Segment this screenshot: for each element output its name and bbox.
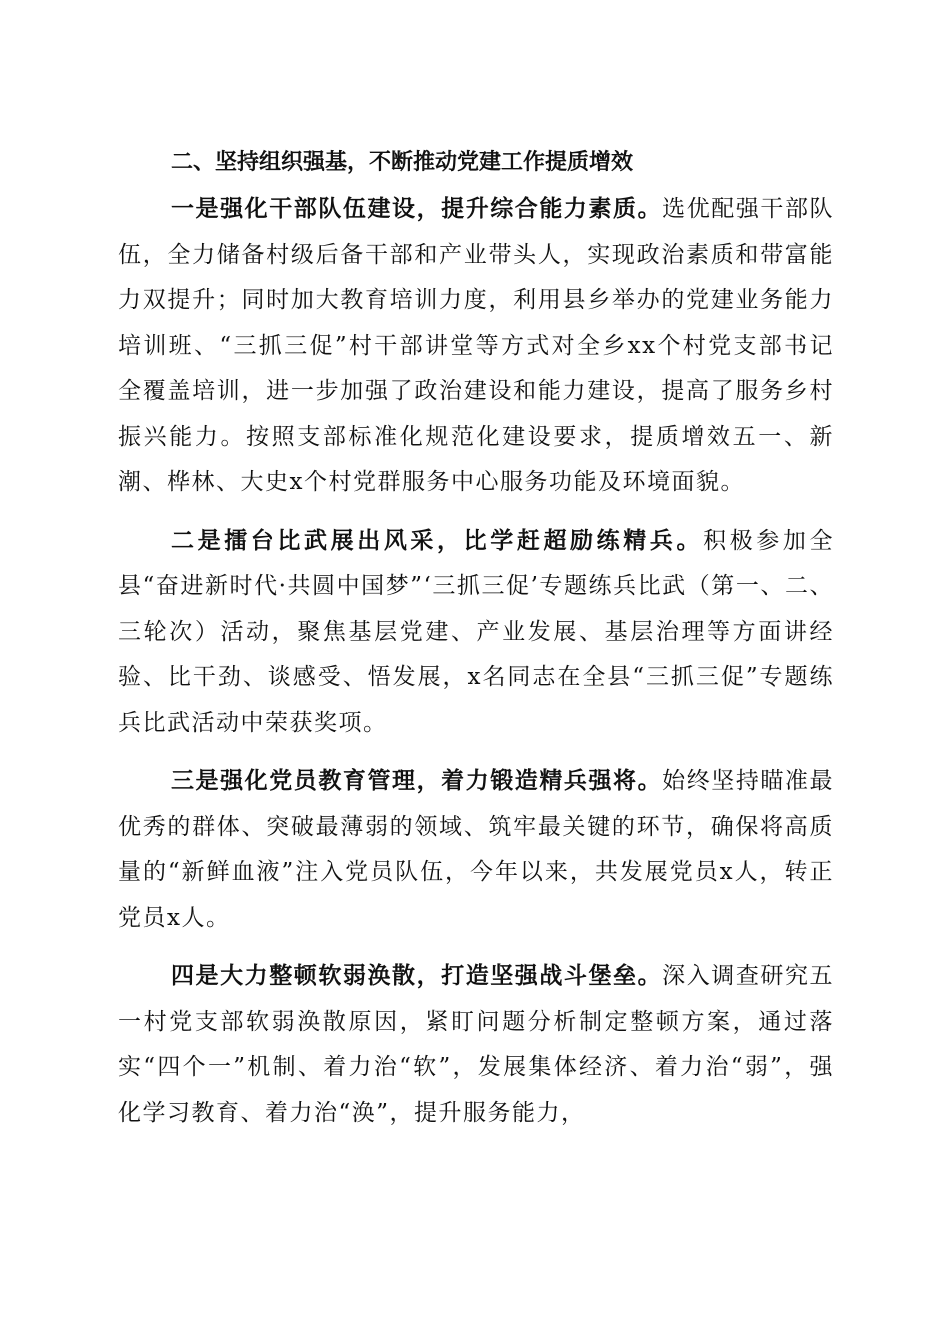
paragraph-4 — [118, 953, 834, 1136]
paragraph-4-body: 深入调查研究五一村党支部软弱涣散原因，紧盯问题分析制定整顿方案，通过落实“四个一”机制、着力治“软”，发展集体经济、着力治“弱”，强化学习教育、着力治“涣”，提升服务能力， — [118, 963, 835, 1126]
paragraph-4-lead: 四是大力整顿软弱涣散，打造坚强战斗堡垒。 — [171, 962, 663, 989]
paragraph-2-lead: 二是擂台比武展出风采，比学赶超励练精兵。 — [171, 526, 704, 554]
paragraph-1-body: 选优配强干部队伍，全力储备村级后备干部和产业带头人，实现政治素质和带富能力双提升；同时加大教育培训力度，利用县乡举办的党建业务能力培训班、“三抓三促”村干部讲堂等方式对全乡xx个村党支部书记全覆盖培训，进一步加强了政治建设和能力建设，提高了服务乡村振兴能力。按照支部标准化规范化建设要求，提质增效五一、新潮、桦林、大史x个村党群服务中心服务功能及环境面貌。 — [118, 196, 835, 495]
paragraph-2-body: 积极参加全县“奋进新时代·共圆中国梦”‘三抓三促’专题练兵比武（第一、二、三轮次）活动，聚焦基层党建、产业发展、基层治理等方面讲经验、比干劲、谈感受、悟发展，x名同志在全县“三抓三促”专题练兵比武活动中荣获奖项。 — [118, 527, 835, 736]
paragraph-3-body: 始终坚持瞄准最优秀的群体、突破最薄弱的领域、筑牢最关键的环节，确保将高质量的“新鲜血液”注入党员队伍，今年以来，共发展党员x人，转正党员x人。 — [118, 768, 835, 931]
paragraph-2 — [118, 518, 834, 747]
section-heading: 二、坚持组织强基，不断推动党建工作提质增效 — [171, 150, 634, 175]
paragraph-1 — [118, 186, 834, 506]
document-body — [118, 146, 834, 1148]
paragraph-3-lead: 三是强化党员教育管理，着力锻造精兵强将。 — [171, 767, 663, 794]
paragraph-3 — [118, 758, 834, 941]
paragraph-1-lead: 一是强化干部队伍建设，提升综合能力素质。 — [171, 195, 663, 222]
